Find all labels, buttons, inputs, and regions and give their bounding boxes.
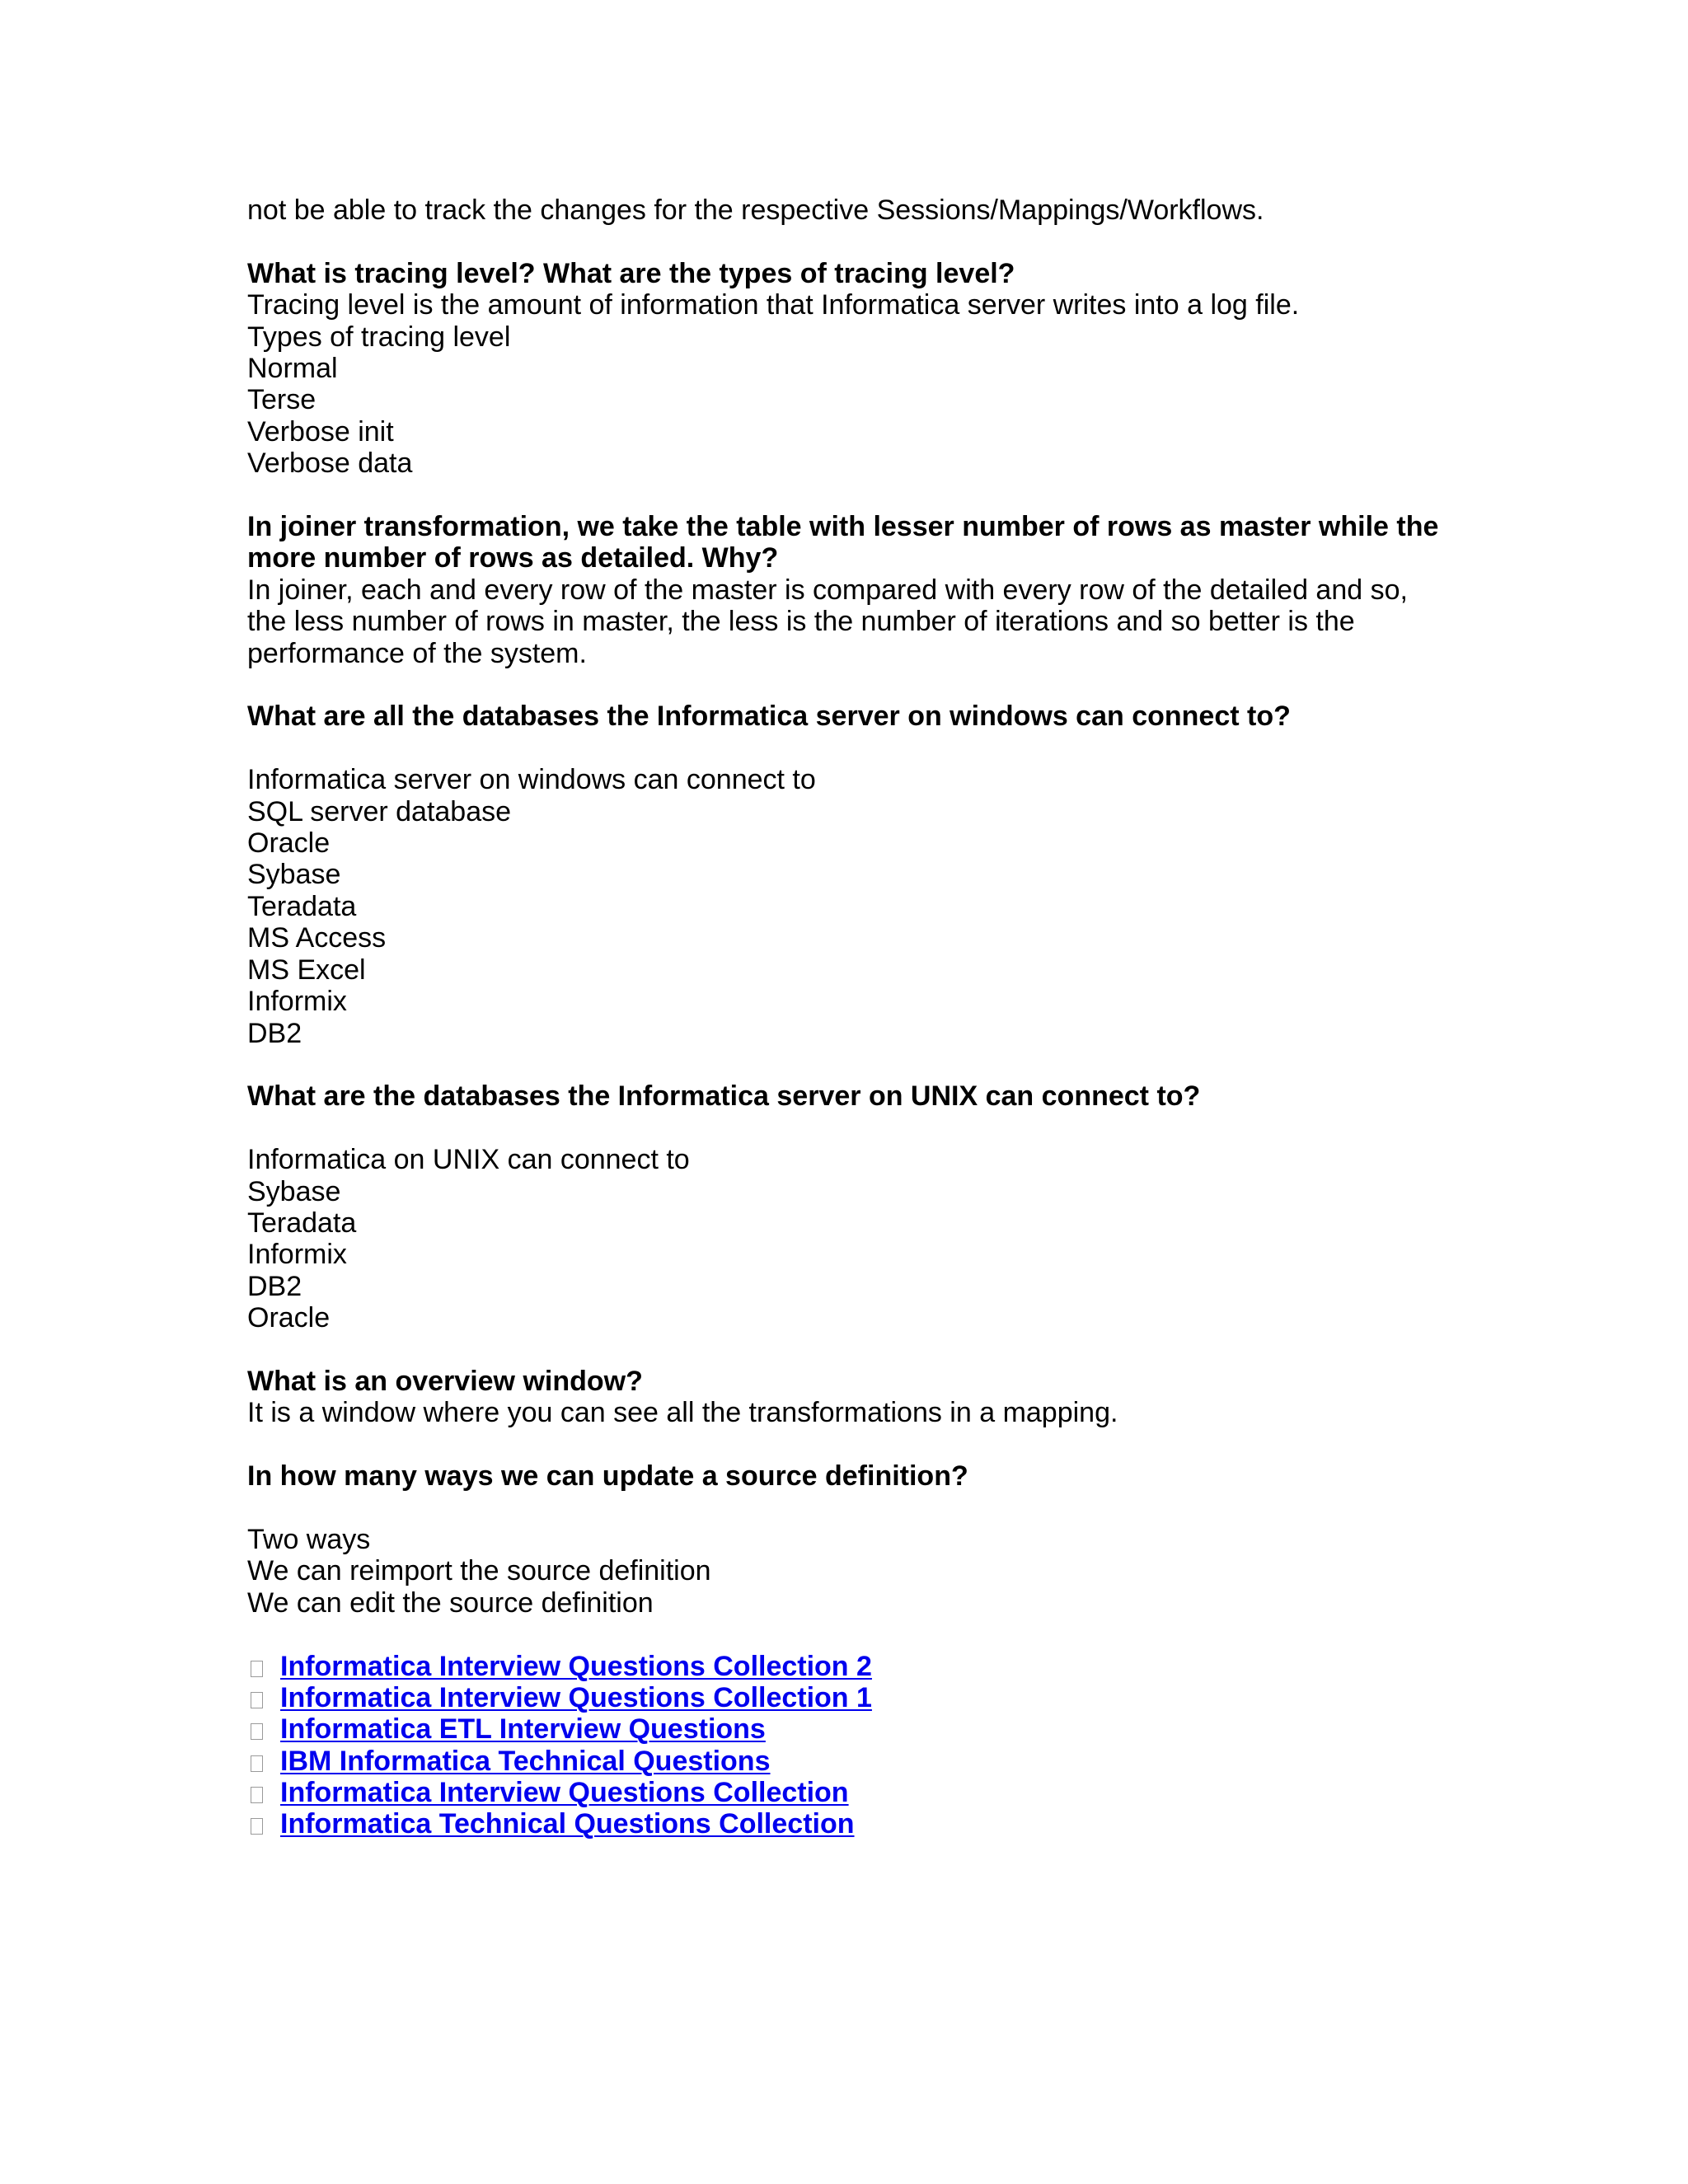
answer-line: Verbose init <box>247 415 394 448</box>
answer-line: Tracing level is the amount of information that Informatica server writes into a log file. <box>247 289 1300 321</box>
bullet-box-icon <box>251 1723 263 1740</box>
bullet-box-icon <box>251 1818 263 1835</box>
answer-paragraph: In joiner, each and every row of the master is compared with every row of the detailed and so, the less number of rows in master, the less is the number of iterations and so better is the performance of the system. <box>247 574 1408 669</box>
spacer <box>247 733 1451 764</box>
answer-line: Two ways <box>247 1523 371 1555</box>
answer-line: It is a window where you can see all the transformations in a mapping. <box>247 1397 1118 1429</box>
bullet-box-icon <box>251 1661 263 1677</box>
answer-line: Oracle <box>247 1302 331 1334</box>
answer-line: Verbose data <box>247 448 413 480</box>
list-item <box>247 1651 1451 1682</box>
spacer <box>247 1429 1451 1460</box>
question-heading: What is an overview window? <box>247 1365 643 1397</box>
spacer <box>247 1493 1451 1524</box>
answer-line: Teradata <box>247 890 357 922</box>
question-heading: What are the databases the Informatica server on UNIX can connect to? <box>247 1080 1201 1113</box>
spacer <box>247 1113 1451 1144</box>
answer-line: MS Access <box>247 922 387 954</box>
answer-line: MS Excel <box>247 954 366 986</box>
answer-line: Sybase <box>247 1175 341 1207</box>
related-link[interactable]: Informatica Technical Questions Collection <box>280 1808 855 1840</box>
answer-line: SQL server database <box>247 795 512 827</box>
list-item <box>247 1808 1451 1840</box>
related-link[interactable]: Informatica Interview Questions Collection <box>280 1777 849 1809</box>
answer-line: We can edit the source definition <box>247 1586 654 1619</box>
answer-line: Terse <box>247 384 316 416</box>
answer-line: Normal <box>247 353 338 385</box>
answer-line: Sybase <box>247 859 341 891</box>
list-item <box>247 1713 1451 1745</box>
spacer <box>247 1334 1451 1366</box>
intro-line: not be able to track the changes for the respective Sessions/Mappings/Workflows. <box>247 194 1264 226</box>
related-link[interactable]: IBM Informatica Technical Questions <box>280 1745 771 1777</box>
answer-line: Informatica server on windows can connect to <box>247 764 816 796</box>
related-link[interactable]: Informatica Interview Questions Collection 1 <box>280 1681 872 1713</box>
answer-line: Informix <box>247 1239 347 1271</box>
answer-line: Oracle <box>247 827 331 860</box>
bullet-box-icon <box>251 1755 263 1772</box>
answer-line: DB2 <box>247 1270 302 1302</box>
related-links-list <box>247 1651 1451 1840</box>
answer-line: Types of tracing level <box>247 321 511 353</box>
question-heading: What is tracing level? What are the types of tracing level? <box>247 257 1015 289</box>
bullet-box-icon <box>251 1787 263 1803</box>
spacer <box>247 669 1451 701</box>
question-heading: In joiner transformation, we take the table with lesser number of rows as master while the more number of rows as detailed. Why? <box>247 511 1439 574</box>
list-item <box>247 1777 1451 1808</box>
spacer <box>247 1619 1451 1650</box>
spacer <box>247 1049 1451 1080</box>
document-page <box>247 194 1451 1840</box>
answer-line: DB2 <box>247 1017 302 1049</box>
answer-line: We can reimport the source definition <box>247 1555 711 1587</box>
answer-line: Informatica on UNIX can connect to <box>247 1144 690 1176</box>
related-link[interactable]: Informatica ETL Interview Questions <box>280 1713 766 1746</box>
spacer <box>247 480 1451 511</box>
answer-line: Informix <box>247 986 347 1018</box>
list-item <box>247 1682 1451 1713</box>
list-item <box>247 1746 1451 1777</box>
question-heading: In how many ways we can update a source definition? <box>247 1460 968 1493</box>
answer-line: Teradata <box>247 1207 357 1239</box>
question-heading: What are all the databases the Informatica server on windows can connect to? <box>247 701 1291 733</box>
bullet-box-icon <box>251 1692 263 1708</box>
related-link[interactable]: Informatica Interview Questions Collection 2 <box>280 1650 872 1682</box>
spacer <box>247 226 1451 257</box>
